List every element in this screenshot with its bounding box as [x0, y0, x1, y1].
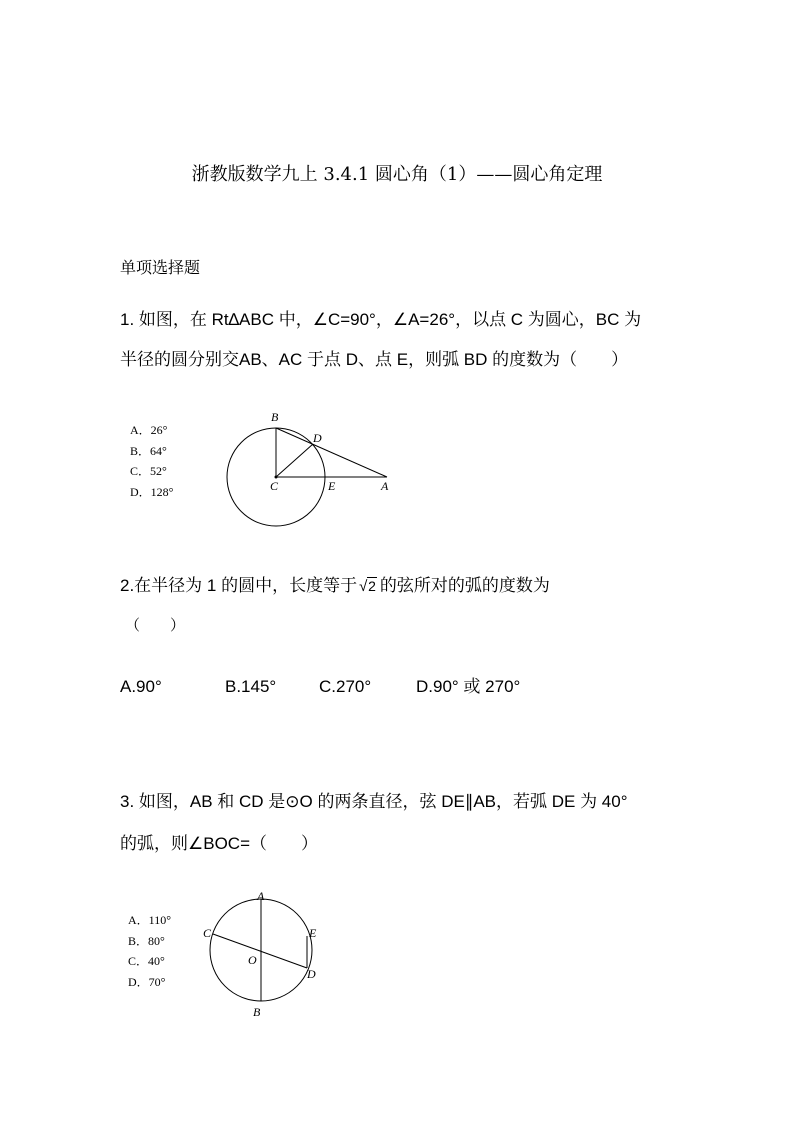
question-2-prefix: 2.在半径为 1 的圆中，长度等于	[120, 576, 358, 595]
sqrt-symbol: √ 2	[359, 578, 376, 595]
question-3-line-1: 3. 如图，AB 和 CD 是⊙O 的两条直径，弦 DE∥AB，若弧 DE 为 40°	[120, 792, 628, 811]
q3-label-e: E	[309, 926, 317, 940]
question-3-option-a: A．110°	[128, 913, 172, 927]
question-2-line-1	[120, 576, 550, 596]
page-title: 浙教版数学九上 3.4.1 圆心角（1）——圆心角定理	[191, 164, 603, 185]
question-2-option-a: A.90°	[120, 677, 162, 696]
q3-label-c: C	[203, 926, 212, 940]
question-3-option-d: D．70°	[128, 974, 166, 989]
q1-segment-ba	[276, 428, 387, 477]
section-heading: 单项选择题	[120, 260, 201, 277]
question-1-line-1: 1. 如图，在 Rt∆ABC 中，∠C=90°，∠A=26°，以点 C 为圆心，BC 为	[120, 310, 642, 329]
question-1-option-d: D．128°	[130, 484, 174, 499]
question-3-option-b: B．80°	[128, 933, 165, 948]
q3-label-o: O	[248, 953, 257, 967]
question-3-option-c: C．40°	[128, 954, 165, 968]
question-1-figure	[215, 405, 405, 530]
question-1-option-c: C．52°	[130, 464, 167, 478]
question-1-option-b: B．64°	[130, 443, 167, 458]
question-1-options	[130, 420, 173, 502]
q3-label-a: A	[257, 889, 265, 903]
q1-label-d: D	[313, 431, 322, 445]
question-3-options	[128, 910, 171, 992]
q1-label-e: E	[328, 479, 336, 493]
q1-label-b: B	[271, 410, 279, 424]
sqrt-radicand: 2	[368, 578, 376, 594]
question-2-option-c: C.270°	[319, 677, 372, 696]
question-3-line-2: 的弧，则∠BOC=（ ）	[120, 834, 319, 853]
q3-diameter-cd	[213, 934, 307, 968]
question-3-figure	[195, 888, 335, 1023]
q1-label-a: A	[381, 479, 389, 493]
question-2-suffix: 的弦所对的弧的度数为	[379, 576, 550, 595]
q3-label-b: B	[253, 1005, 261, 1019]
question-1-line-2: 半径的圆分别交AB、AC 于点 D、点 E，则弧 BD 的度数为（ ）	[120, 350, 629, 369]
question-2-option-d: D.90° 或 270°	[416, 677, 521, 696]
q3-label-d: D	[307, 967, 316, 981]
q1-label-c: C	[270, 479, 279, 493]
question-2-option-b: B.145°	[225, 677, 277, 696]
q1-segment-cd	[276, 444, 313, 477]
question-1-option-a: A．26°	[130, 423, 168, 437]
question-2-paren: （ ）	[125, 617, 186, 634]
